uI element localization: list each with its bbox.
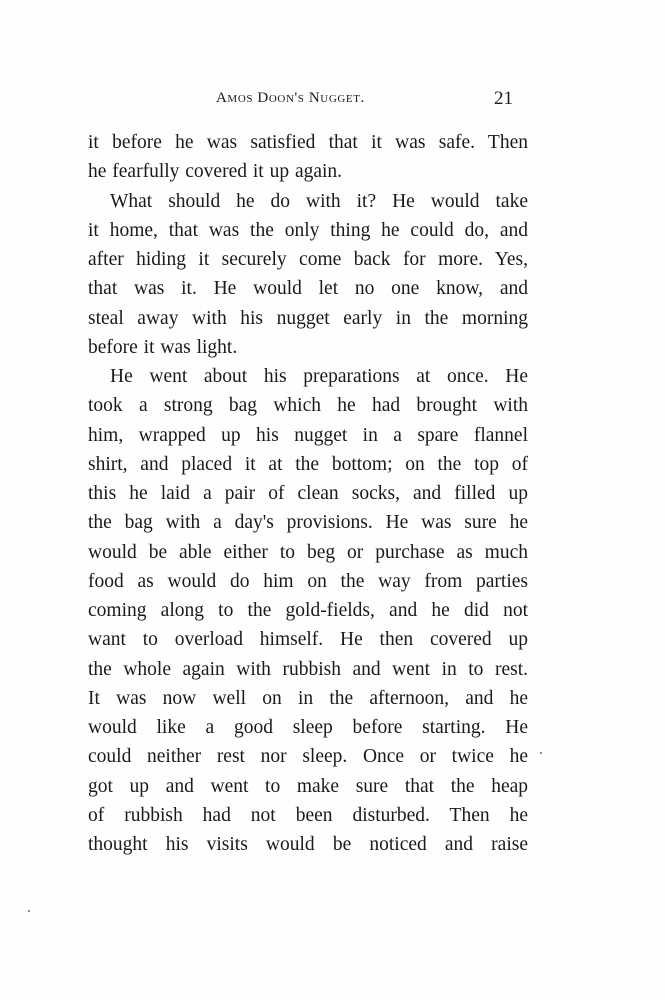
text-line: What should he do with it? He would take xyxy=(110,190,528,212)
text-line: thought his visits would be noticed and raise xyxy=(88,834,528,855)
text-line: food as would do him on the way from parties xyxy=(88,570,528,592)
scan-speck xyxy=(28,910,30,912)
text-line: took a strong bag which he had brought with xyxy=(88,395,528,417)
text-line: he fearfully covered it up again. xyxy=(88,161,343,183)
text-line: could neither rest nor sleep. Once or twice he xyxy=(88,746,528,768)
text-line: It was now well on in the afternoon, and he xyxy=(88,687,528,709)
text-line: the whole again with rubbish and went in to rest. xyxy=(88,658,528,680)
text-line: want to overload himself. He then covered up xyxy=(88,629,528,651)
text-line: shirt, and placed it at the bottom; on the top of xyxy=(88,453,528,475)
text-line: would like a good sleep before starting. He xyxy=(88,717,528,738)
text-line: He went about his preparations at once. He xyxy=(110,366,528,387)
scan-speck xyxy=(540,752,542,754)
text-line: it before he was satisfied that it was safe. Then xyxy=(88,132,528,153)
text-line: it home, that was the only thing he could do, and xyxy=(88,219,528,241)
body-text xyxy=(88,128,528,859)
page-number: 21 xyxy=(494,88,513,109)
text-line: coming along to the gold-fields, and he did not xyxy=(88,600,528,621)
text-line: the bag with a day's provisions. He was sure he xyxy=(88,512,528,534)
text-line: got up and went to make sure that the heap xyxy=(88,775,528,797)
running-title: Amos Doon's Nugget. xyxy=(216,90,365,106)
text-line: before it was light. xyxy=(88,336,238,358)
text-line: of rubbish had not been disturbed. Then he xyxy=(88,804,528,826)
text-line: steal away with his nugget early in the morning xyxy=(88,307,528,329)
text-line: after hiding it securely come back for more. Yes, xyxy=(88,249,528,270)
text-line: him, wrapped up his nugget in a spare flannel xyxy=(88,424,528,446)
text-line: that was it. He would let no one know, and xyxy=(88,278,528,300)
page-header xyxy=(88,88,513,112)
text-line: would be able either to beg or purchase as much xyxy=(88,541,528,563)
text-line: this he laid a pair of clean socks, and filled up xyxy=(88,483,528,504)
